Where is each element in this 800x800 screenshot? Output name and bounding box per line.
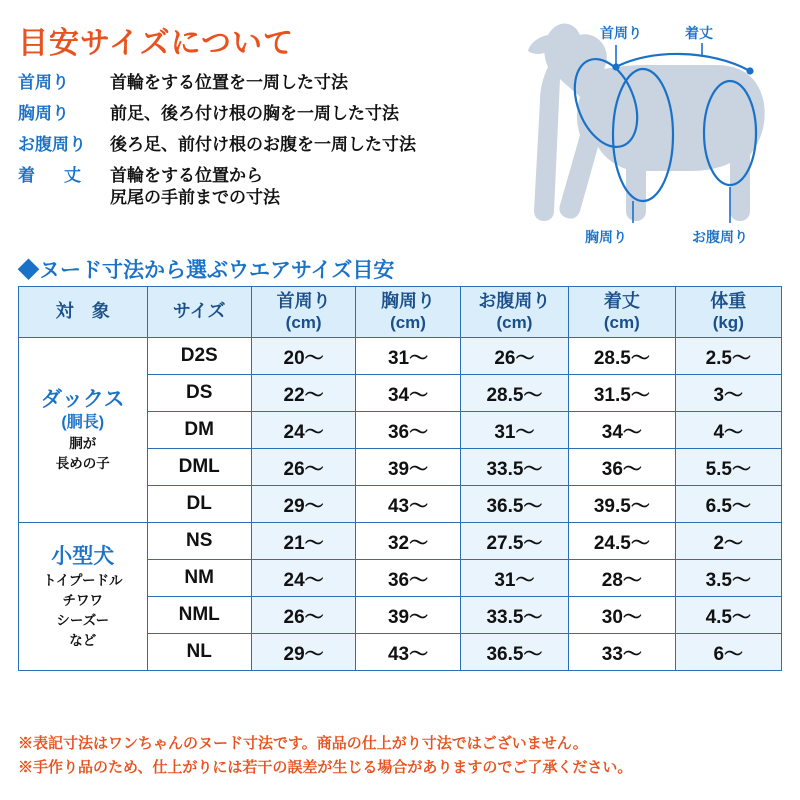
column-header-belly [460, 287, 568, 338]
length-end-point [746, 67, 753, 74]
legend-term: 着 丈 [18, 166, 87, 186]
group-note-line1: 胴が [69, 436, 97, 452]
cell-chest: 31〜 [356, 338, 460, 375]
illustration-label-chest: 胸周り [585, 229, 627, 245]
legend-description-line1: 首輪をする位置から [110, 166, 263, 186]
cell-weight: 4〜 [675, 412, 781, 449]
cell-chest: 43〜 [356, 634, 460, 671]
column-header-label: サイズ [172, 301, 226, 322]
legend-item [18, 134, 478, 156]
column-header-label: 胸周り [381, 291, 436, 312]
column-header-neck [251, 287, 355, 338]
cell-neck: 20〜 [251, 338, 355, 375]
cell-belly: 26〜 [460, 338, 568, 375]
cell-chest: 43〜 [356, 486, 460, 523]
cell-size: D2S [147, 338, 251, 375]
cell-belly: 27.5〜 [460, 523, 568, 560]
column-header-size [147, 287, 251, 338]
cell-length: 28.5〜 [569, 338, 675, 375]
cell-belly: 36.5〜 [460, 486, 568, 523]
column-header-label: 体重 [710, 291, 747, 312]
table-header-row [19, 287, 782, 338]
cell-neck: 29〜 [251, 486, 355, 523]
legend-description: 後ろ足、前付け根のお腹を一周した寸法 [110, 135, 416, 155]
column-header-unit: (cm) [390, 312, 426, 332]
cell-length: 33〜 [569, 634, 675, 671]
cell-length: 30〜 [569, 597, 675, 634]
table-row [19, 338, 782, 375]
cell-belly: 31〜 [460, 560, 568, 597]
group-note-line2: チワワ [62, 592, 103, 608]
cell-neck: 24〜 [251, 560, 355, 597]
legend-term: 胸周り [18, 104, 69, 124]
cell-weight: 6.5〜 [675, 486, 781, 523]
cell-belly: 28.5〜 [460, 375, 568, 412]
cell-length: 31.5〜 [569, 375, 675, 412]
cell-size: DS [147, 375, 251, 412]
illustration-label-neck: 首周り [600, 25, 642, 41]
cell-neck: 29〜 [251, 634, 355, 671]
illustration-label-length: 着丈 [685, 25, 713, 41]
column-header-unit: (cm) [603, 312, 640, 332]
footnotes [18, 732, 788, 780]
cell-size: DL [147, 486, 251, 523]
measurement-legend [18, 72, 478, 218]
cell-weight: 2〜 [675, 523, 781, 560]
legend-description [110, 165, 280, 209]
cell-chest: 36〜 [356, 412, 460, 449]
group-subtitle: (胴長) [61, 414, 105, 432]
cell-size: NM [147, 560, 251, 597]
column-header-target [19, 287, 148, 338]
section-heading: ◆ヌード寸法から選ぶウエアサイズ目安 [18, 259, 395, 282]
group-cell-small-dog [19, 523, 148, 671]
size-table [18, 286, 782, 671]
table-row [19, 523, 782, 560]
cell-length: 28〜 [569, 560, 675, 597]
cell-size: NS [147, 523, 251, 560]
cell-length: 34〜 [569, 412, 675, 449]
group-note-line3: シーズー [56, 612, 110, 628]
page-title: 目安サイズについて [18, 27, 294, 60]
cell-weight: 3〜 [675, 375, 781, 412]
cell-belly: 33.5〜 [460, 597, 568, 634]
column-header-label: お腹周り [478, 291, 551, 312]
column-header-weight [675, 287, 781, 338]
legend-term: お腹周り [18, 135, 86, 155]
group-name: ダックス [40, 388, 125, 411]
cell-length: 24.5〜 [569, 523, 675, 560]
group-cell-dachshund [19, 338, 148, 523]
legend-item [18, 72, 478, 94]
footnote-2: ※手作り品のため、仕上がりには若干の誤差が生じる場合がありますのでご了承ください。 [18, 759, 633, 776]
legend-item [18, 103, 478, 125]
group-name: 小型犬 [51, 544, 115, 568]
legend-description: 首輪をする位置を一周した寸法 [110, 73, 348, 92]
cell-size: NL [147, 634, 251, 671]
legend-term: 首周り [18, 73, 69, 92]
column-header-unit: (kg) [712, 312, 744, 332]
cell-length: 36〜 [569, 449, 675, 486]
cell-neck: 21〜 [251, 523, 355, 560]
cell-neck: 26〜 [251, 449, 355, 486]
column-header-label: 対 象 [55, 301, 110, 322]
cell-weight: 3.5〜 [675, 560, 781, 597]
group-note-line4: など [69, 632, 97, 648]
column-header-unit: (cm) [285, 312, 322, 332]
cell-belly: 36.5〜 [460, 634, 568, 671]
cell-weight: 2.5〜 [675, 338, 781, 375]
cell-belly: 33.5〜 [460, 449, 568, 486]
legend-description: 前足、後ろ付け根の胸を一周した寸法 [110, 104, 399, 124]
cell-weight: 5.5〜 [675, 449, 781, 486]
footnote-1: ※表記寸法はワンちゃんのヌード寸法です。商品の仕上がり寸法ではございません。 [18, 735, 588, 752]
cell-chest: 39〜 [356, 449, 460, 486]
cell-belly: 31〜 [460, 412, 568, 449]
column-header-label: 首周り [276, 291, 331, 312]
column-header-unit: (cm) [496, 312, 533, 332]
cell-chest: 39〜 [356, 597, 460, 634]
cell-size: DM [147, 412, 251, 449]
cell-weight: 4.5〜 [675, 597, 781, 634]
column-header-length [569, 287, 675, 338]
cell-weight: 6〜 [675, 634, 781, 671]
cell-neck: 22〜 [251, 375, 355, 412]
cell-size: DML [147, 449, 251, 486]
cell-chest: 34〜 [356, 375, 460, 412]
cell-chest: 32〜 [356, 523, 460, 560]
group-note-line2: 長めの子 [55, 456, 110, 472]
cell-chest: 36〜 [356, 560, 460, 597]
cell-neck: 26〜 [251, 597, 355, 634]
cell-length: 39.5〜 [569, 486, 675, 523]
legend-description-line2: 尻尾の手前までの寸法 [110, 188, 280, 208]
column-header-chest [356, 287, 460, 338]
column-header-label: 着丈 [603, 291, 640, 312]
legend-item [18, 165, 478, 209]
illustration-label-belly: お腹周り [692, 229, 748, 245]
cell-neck: 24〜 [251, 412, 355, 449]
group-note-line1: トイプードル [42, 572, 123, 588]
dog-measurement-illustration [430, 5, 790, 255]
cell-size: NML [147, 597, 251, 634]
